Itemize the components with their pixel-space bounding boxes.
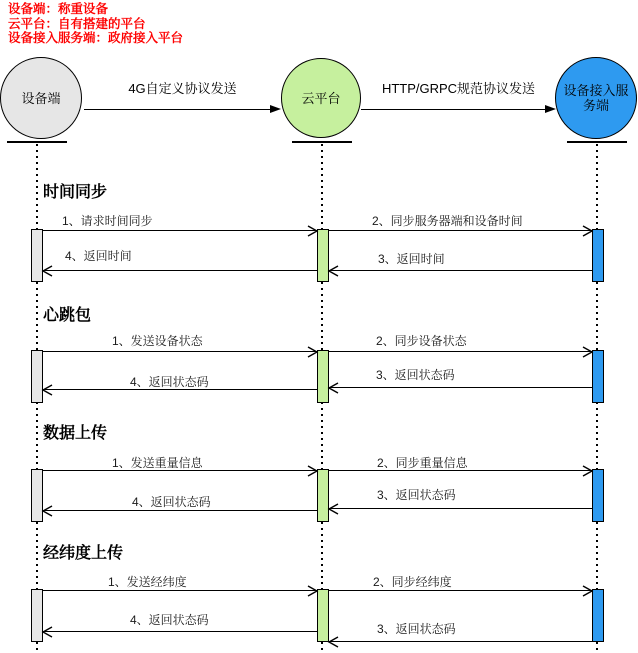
section-title-data-upload: 数据上传 [43,425,108,442]
message-arrow-right [329,590,592,591]
protocol-label-http-grpc: HTTP/GRPC规范协议发送 [381,81,536,96]
message-arrow-left [43,270,317,271]
chevron-right-icon [305,584,319,598]
legend [8,2,183,46]
message-label: 2、同步设备状态 [376,334,467,348]
ground-line-access [567,141,627,143]
chevron-right-icon [580,464,594,478]
message-label: 1、请求时间同步 [62,214,153,228]
actor-label-cloud: 云平台 [301,90,341,106]
message-arrow-left [329,387,592,388]
chevron-left-icon [41,625,55,639]
message-label: 1、发送设备状态 [112,334,203,348]
message-label: 1、发送重量信息 [112,456,203,470]
legend-line-access: 设备接入服务端：政府接入平台 [8,31,184,45]
message-arrow-left [43,631,317,632]
message-arrow-left [329,270,592,271]
message-label: 3、返回状态码 [376,368,455,382]
section-title-heartbeat: 心跳包 [43,307,92,324]
message-label: 2、同步经纬度 [373,575,452,589]
chevron-left-icon [41,504,55,518]
message-label: 3、返回状态码 [377,622,456,636]
message-label: 3、返回时间 [378,252,445,266]
ground-line-device [7,141,67,143]
message-label: 3、返回状态码 [377,488,456,502]
chevron-right-icon [305,464,319,478]
chevron-right-icon [305,224,319,238]
message-arrow-right [43,351,317,352]
protocol-arrow-http-grpc [361,109,546,110]
message-label: 1、发送经纬度 [108,575,187,589]
message-arrow-right [329,470,592,471]
message-arrow-right [43,470,317,471]
message-arrow-right [329,230,592,231]
chevron-left-icon [41,383,55,397]
chevron-left-icon [327,635,341,649]
chevron-right-icon [580,224,594,238]
chevron-right-icon [580,584,594,598]
message-arrow-left [329,508,592,509]
actor-circle-cloud [281,58,361,138]
message-label: 4、返回状态码 [132,495,211,509]
chevron-left-icon [41,264,55,278]
legend-line-device: 设备端：称重设备 [8,2,109,16]
message-label: 2、同步重量信息 [377,456,468,470]
actor-circle-access [555,57,637,139]
message-label: 4、返回时间 [65,249,132,263]
message-arrow-right [329,351,592,352]
chevron-left-icon [327,502,341,516]
actor-circle-device [0,57,82,139]
message-arrow-left [329,641,592,642]
ground-line-cloud [292,141,352,143]
chevron-right-icon [580,345,594,359]
message-label: 4、返回状态码 [130,375,209,389]
protocol-arrow-4g [84,109,271,110]
actor-label-device: 设备端 [21,90,61,106]
legend-line-cloud: 云平台：自有搭建的平台 [8,16,146,31]
arrowhead-filled-icon [270,105,281,113]
chevron-left-icon [327,381,341,395]
message-arrow-left [43,389,317,390]
section-title-geo-upload: 经纬度上传 [43,545,124,562]
chevron-left-icon [327,264,341,278]
arrowhead-filled-icon [545,105,556,113]
protocol-label-4g: 4G自定义协议发送 [128,81,237,96]
message-arrow-right [43,590,317,591]
chevron-right-icon [305,345,319,359]
message-label: 4、返回状态码 [130,613,209,627]
message-label: 2、同步服务器端和设备时间 [372,214,523,228]
section-title-time-sync: 时间同步 [43,184,108,201]
message-arrow-right [43,230,317,231]
message-arrow-left [43,510,317,511]
actor-label-access: 设备接入服务端 [563,83,629,113]
